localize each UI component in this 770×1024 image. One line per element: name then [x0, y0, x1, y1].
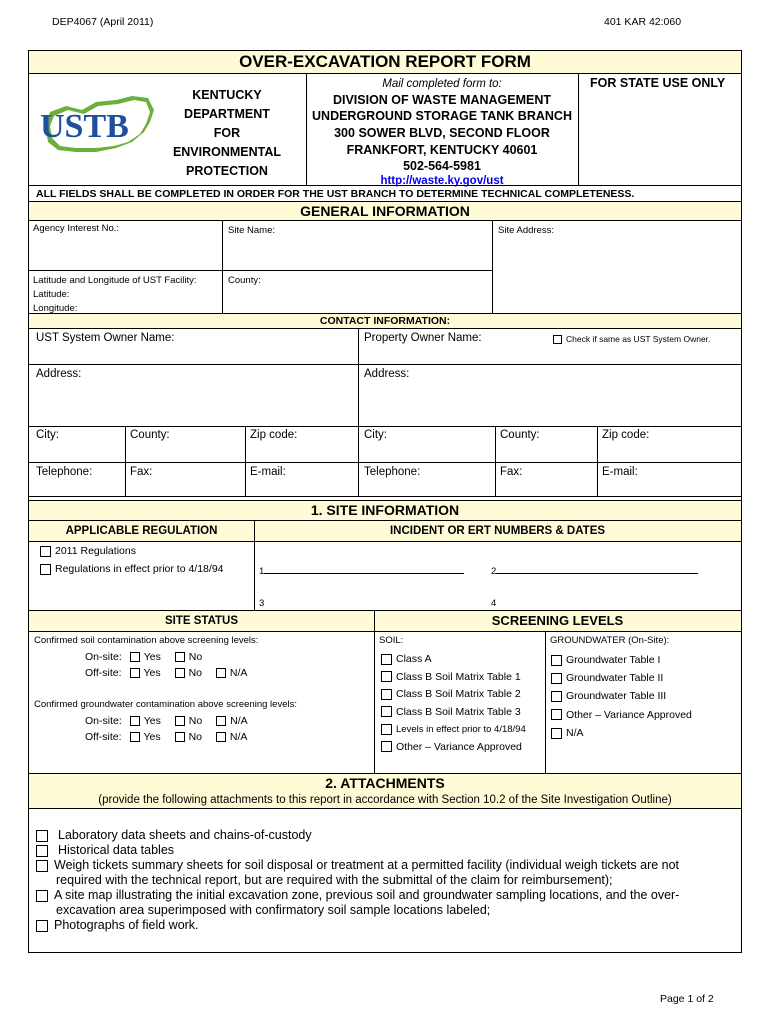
gw-level-checkbox[interactable]: Groundwater Table I: [551, 651, 692, 669]
attachment-photographs[interactable]: Photographs of field work.: [36, 918, 726, 933]
soil-level-checkbox[interactable]: Class B Soil Matrix Table 1: [381, 669, 526, 687]
gw-level-checkbox[interactable]: N/A: [551, 724, 692, 742]
agency-name: KENTUCKY DEPARTMENT FOR ENVIRONMENTAL PROTECTION: [172, 88, 282, 178]
contact-info-heading: CONTACT INFORMATION:: [319, 315, 451, 327]
gw-level-checkbox[interactable]: Other – Variance Approved: [551, 706, 692, 724]
attachment-site-map[interactable]: A site map illustrating the initial excavation zone, previous soil and groundwater sampling locations, and the over-: [36, 888, 726, 903]
owner-zip-label: Zip code:: [250, 429, 298, 441]
form-title: OVER-EXCAVATION REPORT FORM: [239, 52, 531, 71]
incident-numbers-heading: INCIDENT OR ERT NUMBERS & DATES: [389, 525, 606, 537]
ust-owner-name-label: UST System Owner Name:: [36, 332, 175, 344]
soil-level-checkbox[interactable]: Class A: [381, 651, 526, 669]
site-status-heading: SITE STATUS: [164, 615, 239, 627]
applicable-regulation-heading: APPLICABLE REGULATION: [65, 525, 218, 537]
attachments-subheading: (provide the following attachments to this report in accordance with Section 10.2 of the Site Investigation Outline): [98, 794, 672, 806]
property-zip-label: Zip code:: [602, 429, 650, 441]
logo-text: USTB: [40, 108, 129, 145]
reg-2011-checkbox[interactable]: 2011 Regulations: [40, 545, 136, 557]
owner-city-label: City:: [36, 429, 59, 441]
gw-offsite-row: Off-site: Yes No N/A: [85, 731, 248, 743]
incident-field-4[interactable]: 4: [491, 598, 497, 609]
owner-county-label: County:: [130, 429, 170, 441]
soil-level-checkbox[interactable]: Other – Variance Approved: [381, 739, 526, 757]
form-id: DEP4067 (April 2011): [52, 16, 154, 28]
attachment-lab-data[interactable]: Laboratory data sheets and chains-of-custody: [36, 828, 726, 843]
property-county-label: County:: [500, 429, 540, 441]
branch-url-link[interactable]: http://waste.ky.gov/ust: [380, 175, 504, 187]
gw-offsite-na-checkbox[interactable]: [216, 732, 226, 742]
completeness-notice: ALL FIELDS SHALL BE COMPLETED IN ORDER FOR THE UST BRANCH TO DETERMINE TECHNICAL COMPLETENESS.: [36, 188, 635, 200]
gw-level-checkbox[interactable]: Groundwater Table III: [551, 687, 692, 705]
soil-level-checkbox[interactable]: Class B Soil Matrix Table 3: [381, 704, 526, 722]
agency-interest-label: Agency Interest No.:: [33, 223, 120, 234]
incident-field-1[interactable]: 1: [259, 563, 464, 577]
gw-levels-list: [551, 651, 692, 742]
soil-offsite-yes-checkbox[interactable]: [130, 668, 140, 678]
incident-field-2[interactable]: 2: [491, 563, 698, 577]
soil-offsite-no-checkbox[interactable]: [175, 668, 185, 678]
same-as-owner-checkbox[interactable]: Check if same as UST System Owner.: [553, 334, 710, 344]
owner-telephone-label: Telephone:: [36, 466, 93, 478]
owner-email-label: E-mail:: [250, 466, 286, 478]
owner-fax-label: Fax:: [130, 466, 153, 478]
site-name-label: Site Name:: [228, 225, 275, 236]
soil-contamination-label: Confirmed soil contamination above screening levels:: [34, 635, 259, 646]
property-city-label: City:: [364, 429, 387, 441]
soil-offsite-na-checkbox[interactable]: [216, 668, 226, 678]
soil-onsite-no-checkbox[interactable]: [175, 652, 185, 662]
soil-level-checkbox[interactable]: Class B Soil Matrix Table 2: [381, 686, 526, 704]
attachment-historical-tables[interactable]: Historical data tables: [36, 843, 726, 858]
groundwater-label: GROUNDWATER (On-Site):: [550, 635, 670, 646]
regulation-ref: 401 KAR 42:060: [604, 16, 682, 28]
attachments-heading: 2. ATTACHMENTS: [325, 775, 445, 791]
page-number: Page 1 of 2: [660, 993, 714, 1005]
gw-level-checkbox[interactable]: Groundwater Table II: [551, 669, 692, 687]
gw-onsite-na-checkbox[interactable]: [216, 716, 226, 726]
site-info-heading: 1. SITE INFORMATION: [310, 502, 460, 518]
gw-onsite-no-checkbox[interactable]: [175, 716, 185, 726]
latlong-block: Latitude and Longitude of UST Facility: Latitude: Longitude:: [33, 275, 197, 314]
gw-onsite-row: On-site: Yes No N/A: [85, 715, 248, 727]
property-fax-label: Fax:: [500, 466, 523, 478]
gw-onsite-yes-checkbox[interactable]: [130, 716, 140, 726]
soil-onsite-yes-checkbox[interactable]: [130, 652, 140, 662]
soil-label: SOIL:: [379, 635, 404, 646]
property-address-label: Address:: [364, 368, 410, 380]
gw-offsite-no-checkbox[interactable]: [175, 732, 185, 742]
reg-prior-checkbox[interactable]: Regulations in effect prior to 4/18/94: [40, 563, 224, 575]
property-telephone-label: Telephone:: [364, 466, 421, 478]
gw-offsite-yes-checkbox[interactable]: [130, 732, 140, 742]
state-use-label: FOR STATE USE ONLY: [590, 76, 726, 90]
soil-levels-list: [381, 651, 526, 756]
soil-offsite-row: Off-site: Yes No N/A: [85, 667, 248, 679]
property-owner-name-label: Property Owner Name:: [364, 332, 482, 344]
soil-onsite-row: On-site: Yes No: [85, 651, 203, 663]
property-email-label: E-mail:: [602, 466, 638, 478]
site-address-label: Site Address:: [498, 225, 554, 236]
attachment-weigh-tickets[interactable]: Weigh tickets summary sheets for soil disposal or treatment at a permitted facility (individual weigh tickets are not: [36, 858, 726, 873]
incident-field-3[interactable]: 3: [259, 598, 265, 609]
screening-levels-heading: SCREENING LEVELS: [491, 613, 624, 628]
attachments-list: Laboratory data sheets and chains-of-custody Historical data tables Weigh tickets summary sheets for soil disposal or treatment at a permitted facility (individual weigh tickets are not required with the technical report, but are required with the submittal of the claim for reimbursement); A site map illustrating the initial excavation zone, previous soil and groundwater sampling locations, and the over- excavation area superimposed with confirmatory soil sample locations labeled; Photographs of field work.: [36, 828, 726, 933]
gw-contamination-label: Confirmed groundwater contamination above screening levels:: [34, 699, 297, 710]
soil-level-checkbox[interactable]: Levels in effect prior to 4/18/94: [381, 721, 526, 739]
general-info-heading: GENERAL INFORMATION: [300, 203, 470, 219]
county-label: County:: [228, 275, 261, 286]
owner-address-label: Address:: [36, 368, 82, 380]
mail-block: Mail completed form to: DIVISION OF WASTE MANAGEMENT UNDERGROUND STORAGE TANK BRANCH 300 SOWER BLVD, SECOND FLOOR FRANKFORT, KENTUCKY 40601 502-564-5981 http://waste.ky.gov/ust: [306, 76, 578, 189]
